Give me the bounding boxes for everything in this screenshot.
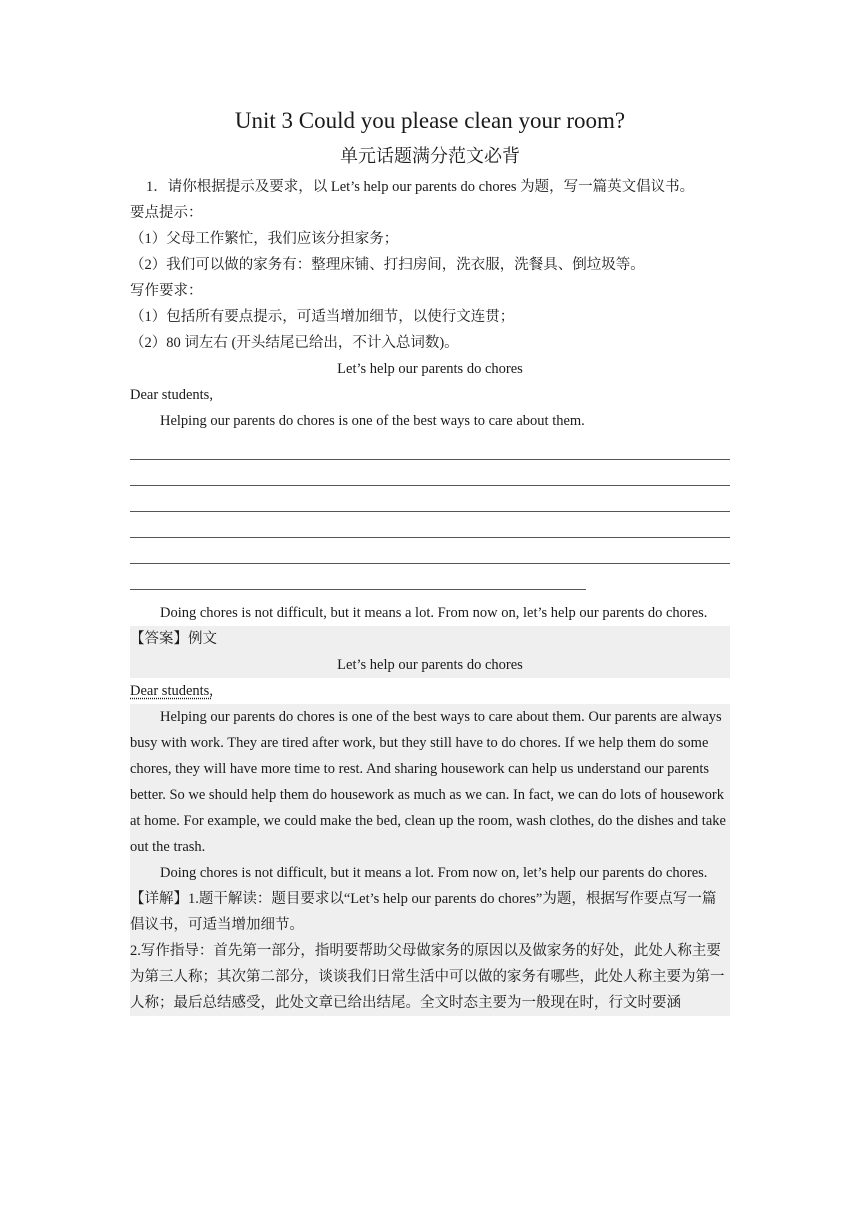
writing-line	[130, 538, 730, 564]
writing-line	[130, 460, 730, 486]
writing-line	[130, 512, 730, 538]
document-page	[130, 100, 730, 1016]
point-2: （2）我们可以做的家务有：整理床铺、打扫房间，洗衣服，洗餐具、倒垃圾等。	[130, 257, 645, 273]
requirement-1: （1）包括所有要点提示，可适当增加细节，以使行文连贯；	[130, 309, 515, 325]
writing-line	[130, 434, 730, 460]
answer-essay-title: Let’s help our parents do chores	[337, 657, 523, 673]
page-title: Unit 3 Could you please clean your room?	[234, 108, 626, 133]
points-heading: 要点提示：	[130, 205, 203, 221]
answer-label: 【答案】例文	[130, 631, 217, 647]
explanation-paragraph-1: 【详解】1.题干解读：题目要求以“Let’s help our parents do chores”为题，根据写作要点写一篇倡议书，可适当增加细节。	[130, 891, 717, 933]
essay-greeting: Dear students,	[130, 387, 213, 403]
point-1: （1）父母工作繁忙，我们应该分担家务；	[130, 231, 399, 247]
task-intro: 1．请你根据提示及要求，以 Let’s help our parents do chores 为题，写一篇英文倡议书。	[146, 179, 695, 195]
requirements-heading: 写作要求：	[130, 283, 203, 299]
writing-line	[130, 564, 586, 590]
writing-line	[130, 486, 730, 512]
answer-closing: Doing chores is not difficult, but it means a lot. From now on, let’s help our parents do chores.	[160, 865, 708, 881]
essay-title: Let’s help our parents do chores	[337, 361, 523, 377]
explanation-paragraph-2: 2.写作指导：首先第一部分，指明要帮助父母做家务的原因以及做家务的好处，此处人称主要为第三人称；其次第二部分，谈谈我们日常生活中可以做的家务有哪些，此处人称主要为第一人称；最后总结感受，此处文章已给出结尾。全文时态主要为一般现在时，行文时要涵	[130, 943, 725, 1011]
page-subtitle: 单元话题满分范文必背	[340, 146, 520, 166]
requirement-2: （2）80 词左右 (开头结尾已给出，不计入总词数)。	[130, 335, 459, 351]
answer-greeting: Dear students,	[130, 683, 213, 699]
answer-body: Helping our parents do chores is one of the best ways to care about them. Our parents are always busy with work. They are tired after work, but they still have to do chores. If we help them do some chores, they will have more time to rest. And sharing housework can help us understand our parents better. So we should help them do housework as much as we can. In fact, we can do lots of housework at home. For example, we could make the bed, clean up the room, wash clothes, do the dishes and take out the trash.	[130, 709, 726, 855]
essay-closing: Doing chores is not difficult, but it means a lot. From now on, let’s help our parents do chores.	[160, 605, 708, 621]
essay-opening: Helping our parents do chores is one of the best ways to care about them.	[160, 413, 585, 429]
